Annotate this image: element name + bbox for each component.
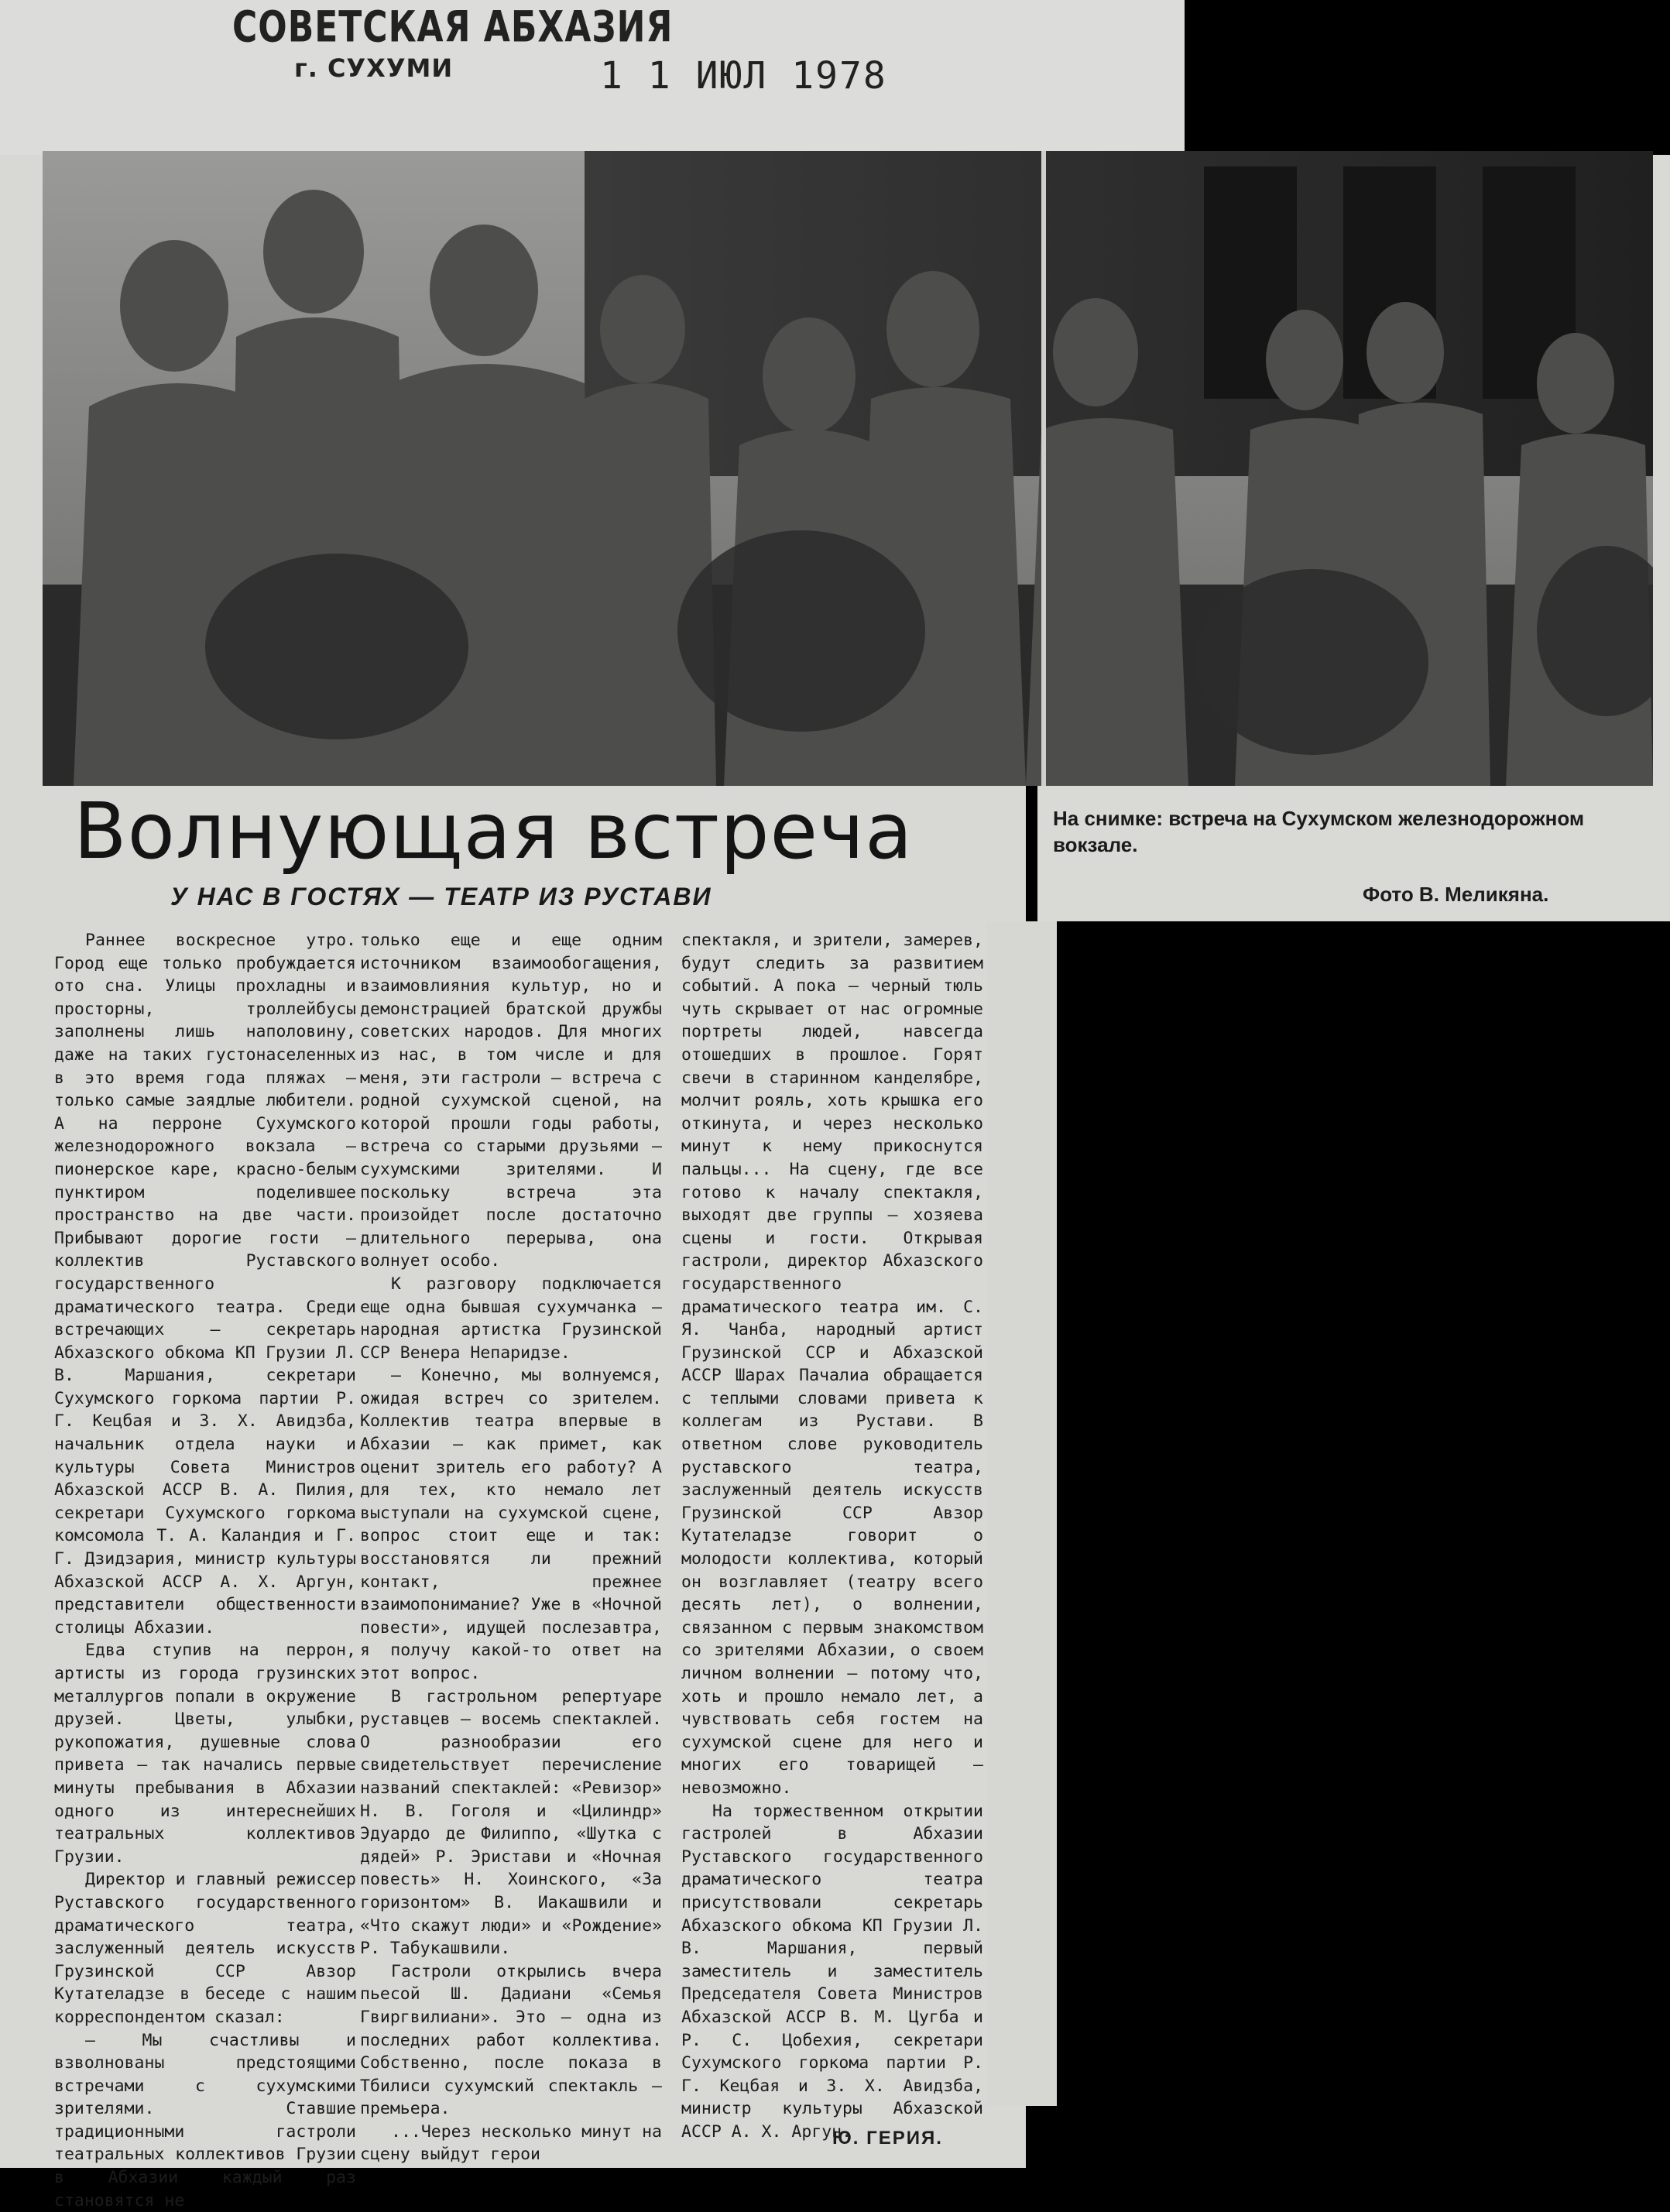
photo-seam (1041, 151, 1046, 786)
date-stamp: 1 1 ИЮЛ 1978 (600, 54, 887, 98)
photo-caption (1053, 805, 1641, 858)
photo-credit: Фото В. Меликяна. (1363, 883, 1548, 907)
stamp-newspaper-name: СОВЕТСКАЯ АБХАЗИЯ (232, 3, 673, 53)
caption-lead: На снимке: (1053, 807, 1163, 830)
paragraph: — Конечно, мы волнуемся, ожидая встреч со зрителем. Коллектив театра впервые в Абхазии — как примет, как оценит зритель его работу? А для тех, кто немало лет выступали на сухумской сцене, вопрос стоит еще и так: восстановятся ли прежний контакт, прежнее взаимопонимание? Уже в «Ночной повести», идущей послезавтра, я получу какой-то ответ на этот вопрос. (360, 1364, 662, 1685)
paragraph: На торжественном открытии гастролей в Абхазии Руставского государственного драматического театра присутствовали секретарь Абхазского обкома КП Грузии Л. В. Маршания, первый заместитель и заместитель Председателя Совета Министров Абхазской АССР В. М. Цугба и Р. С. Цобехия, секретари Сухумского горкома партии Р. Г. Кецбая и З. Х. Авидзба, министр культуры Абхазской АССР А. Х. Аргун. (681, 1800, 983, 2144)
paragraph: Гастроли открылись вчера пьесой Ш. Дадиани «Семья Гвиргвилиани». Это — одна из последних работ коллектива. Собственно, после показа в Тбилиси сухумский спектакль — премьера. (360, 1960, 662, 2121)
paragraph: Раннее воскресное утро. Город еще только пробуждается ото сна. Улицы прохладны и просторны, троллейбусы заполнены лишь наполовину, даже на таких густонаселенных в это время года пляжах — только самые заядлые любители. А на перроне Сухумского железнодорожного вокзала — пионерское каре, красно-белым пунктиром поделившее пространство на две части. Прибывают дорогие гости — коллектив Руставского государственного драматического театра. Среди встречающих — секретарь Абхазского обкома КП Грузии Л. В. Маршания, секретари Сухумского горкома партии Р. Г. Кецбая и З. Х. Авидзба, начальник отдела науки и культуры Совета Министров Абхазской АССР В. А. Пилия, секретари Сухумского горкома комсомола Т. А. Каландия и Г. Г. Дзидзария, министр культуры Абхазской АССР А. Х. Аргун, представители общественности столицы Абхазии. (54, 929, 356, 1639)
stamp-city: г. СУХУМИ (294, 53, 673, 83)
clipping-margin-strip (987, 921, 1057, 2106)
article-headline: Волнующая встреча (74, 786, 913, 876)
article-column-2 (360, 929, 662, 2166)
paragraph: В гастрольном репертуаре руставцев — восемь спектаклей. О разнообразии его свидетельствует перечисление названий спектаклей: «Ревизор» Н. В. Гоголя и «Цилиндр» Эдуардо де Филиппо, «Шутка с дядей» Р. Эристави и «Ночная повесть» Н. Хоинского, «За горизонтом» В. Иакашвили и «Что скажут люди» и «Рождение» Р. Табукашвили. (360, 1686, 662, 1960)
caption-text: встреча на Сухумском железнодорожном вокзале. (1053, 807, 1584, 856)
paragraph: К разговору подключается еще одна бывшая сухумчанка — народная артистка Грузинской ССР Венера Непаридзе. (360, 1273, 662, 1364)
paragraph: ...Через несколько минут на сцену выйдут герои (360, 2121, 662, 2166)
paragraph: спектакля, и зрители, замерев, будут следить за развитием событий. А пока — черный тюль чуть скрывает от нас огромные портреты людей, навсегда отошедших в прошлое. Горят свечи в старинном канделябре, молчит рояль, хоть крышка его откинута, и через несколько минут к нему прикоснутся пальцы... На сцену, где все готово к началу спектакля, выходят две группы — хозяева сцены и гости. Открывая гастроли, директор Абхазского государственного драматического театра им. С. Я. Чанба, народный артист Грузинской ССР и Абхазской АССР Шарах Пачалиа обращается с теплыми словами привета к коллегам из Рустави. В ответном слове руководитель руставского театра, заслуженный деятель искусств Грузинской ССР Авзор Кутателадзе говорит о молодости коллектива, который он возглавляет (театру всего десять лет), о волнении, связанном с первым знакомством со зрителями Абхазии, о своем личном волнении — потому что, хоть и прошло немало лет, а чувствовать себя гостем на сухумской сцене для него и многих его товарищей — невозможно. (681, 929, 983, 1800)
article-byline: Ю. ГЕРИЯ. (832, 2128, 943, 2149)
paragraph: Директор и главный режиссер Руставского государственного драматического театра, заслуженный деятель искусств Грузинской ССР Авзор Кутателадзе в беседе с нашим корреспондентом сказал: (54, 1868, 356, 2029)
paragraph: — Мы счастливы и взволнованы предстоящими встречами с сухумскими зрителями. Ставшие традиционными гастроли театральных коллективов Грузии в Абхазии каждый раз становятся не (54, 2029, 356, 2212)
paragraph: только еще и еще одним источником взаимообогащения, взаимовлияния культур, но и демонстрацией братской дружбы советских народов. Для многих из нас, в том числе и для меня, эти гастроли — встреча с родной сухумской сценой, на которой прошли годы работы, встреча со старыми друзьями — сухумскими зрителями. И поскольку встреча эта произойдет после достаточно длительного перерыва, она волнует особо. (360, 929, 662, 1273)
group-photo-icon (43, 151, 1653, 786)
group-photo (43, 151, 1653, 786)
article-subheadline: У НАС В ГОСТЯХ — ТЕАТР ИЗ РУСТАВИ (170, 883, 712, 911)
article-column-1 (54, 929, 356, 2212)
paragraph: Едва ступив на перрон, артисты из города грузинских металлургов попали в окружение друзей. Цветы, улыбки, рукопожатия, душевные слова привета — так начались первые минуты пребывания в Абхазии одного из интереснейших театральных коллективов Грузии. (54, 1639, 356, 1868)
article-column-3 (681, 929, 983, 2143)
